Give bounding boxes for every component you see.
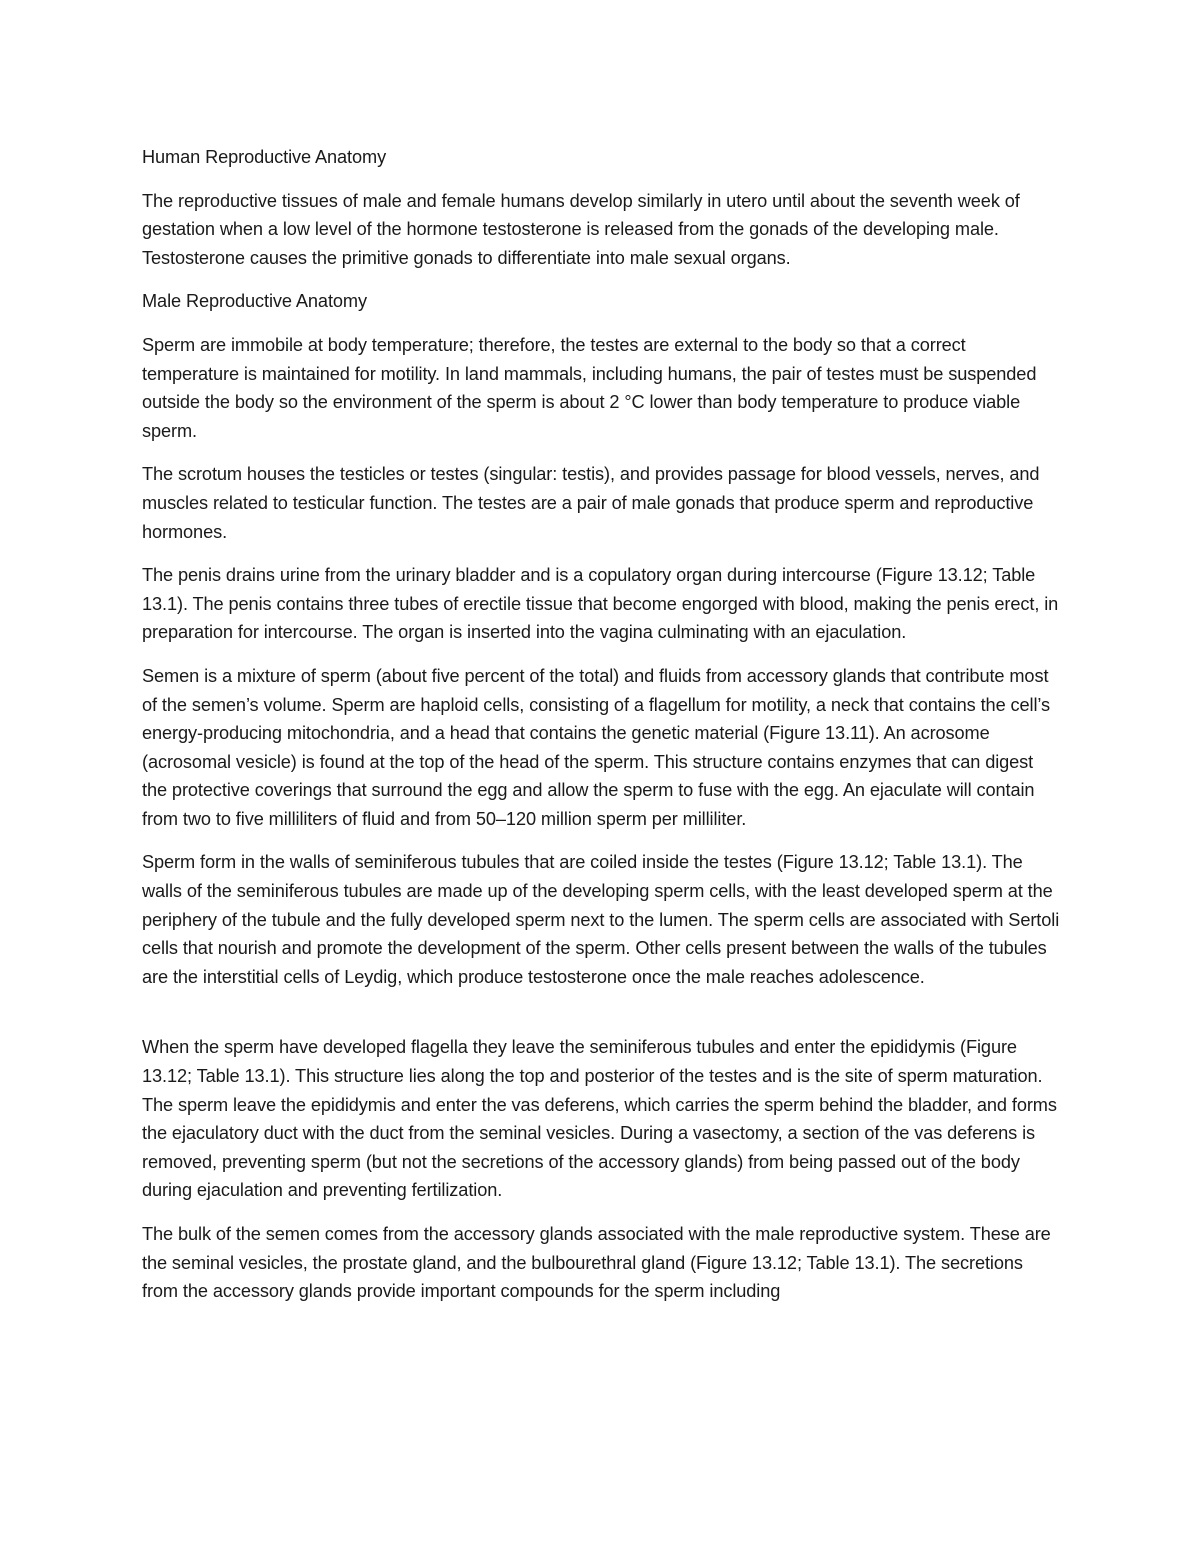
paragraph-accessory-glands: The bulk of the semen comes from the accessory glands associated with the male reproductive system. These are the seminal vesicles, the prostate gland, and the bulbourethral gland (Figure 13.12; Table 13.1). The secretions from the accessory glands provide important compounds for the sperm including (142, 1224, 1051, 1302)
paragraph-semen: Semen is a mixture of sperm (about five percent of the total) and fluids from accessory glands that contribute most of the semen’s volume. Sperm are haploid cells, consisting of a flagellum for motility, a neck that contains the cell’s energy-producing mitochondria, and a head that contains the genetic material (Figure 13.11). An acrosome (acrosomal vesicle) is found at the top of the head of the sperm. This structure contains enzymes that can digest the protective coverings that surround the egg and allow the sperm to fuse with the egg. An ejaculate will contain from two to five milliliters of fluid and from 50–120 million sperm per milliliter. (142, 665, 1051, 829)
paragraph-scrotum: The scrotum houses the testicles or testes (singular: testis), and provides passage for blood vessels, nerves, and muscles related to testicular function. The testes are a pair of male gonads that produce sperm and reproductive hormones. (142, 464, 1040, 542)
paragraph-epididymis: When the sperm have developed flagella they leave the seminiferous tubules and enter the epididymis (Figure 13.12; Table 13.1). This structure lies along the top and posterior of the testes and is the site of sperm maturation. The sperm leave the epididymis and enter the vas deferens, which carries the sperm behind the bladder, and forms the ejaculatory duct with the duct from the seminal vesicles. During a vasectomy, a section of the vas deferens is removed, preventing sperm (but not the secretions of the accessory glands) from being passed out of the body during ejaculation and preventing fertilization. (142, 1037, 1057, 1201)
section-heading: Male Reproductive Anatomy (142, 291, 367, 312)
intro-paragraph: The reproductive tissues of male and female humans develop similarly in utero until about the seventh week of gestation when a low level of the hormone testosterone is released from the gonads of the developing male. Testosterone causes the primitive gonads to differentiate into male sexual organs. (142, 190, 1020, 268)
document-body (142, 143, 1062, 1321)
paragraph-sperm-temperature: Sperm are immobile at body temperature; therefore, the testes are external to the body so that a correct temperature is maintained for motility. In land mammals, including humans, the pair of testes must be suspended outside the body so the environment of the sperm is about 2 °C lower than body temperature to produce viable sperm. (142, 334, 1037, 441)
paragraph-penis: The penis drains urine from the urinary bladder and is a copulatory organ during intercourse (Figure 13.12; Table 13.1). The penis contains three tubes of erectile tissue that become engorged with blood, making the penis erect, in preparation for intercourse. The organ is inserted into the vagina culminating with an ejaculation. (142, 565, 1059, 643)
document-title: Human Reproductive Anatomy (142, 147, 387, 167)
paragraph-seminiferous-tubules: Sperm form in the walls of seminiferous tubules that are coiled inside the testes (Figure 13.12; Table 13.1). The walls of the seminiferous tubules are made up of the developing sperm cells, with the least developed sperm at the periphery of the tubule and the fully developed sperm next to the lumen. The sperm cells are associated with Sertoli cells that nourish and promote the development of the sperm. Other cells present between the walls of the tubules are the interstitial cells of Leydig, which produce testosterone once the male reaches adolescence. (142, 852, 1060, 987)
